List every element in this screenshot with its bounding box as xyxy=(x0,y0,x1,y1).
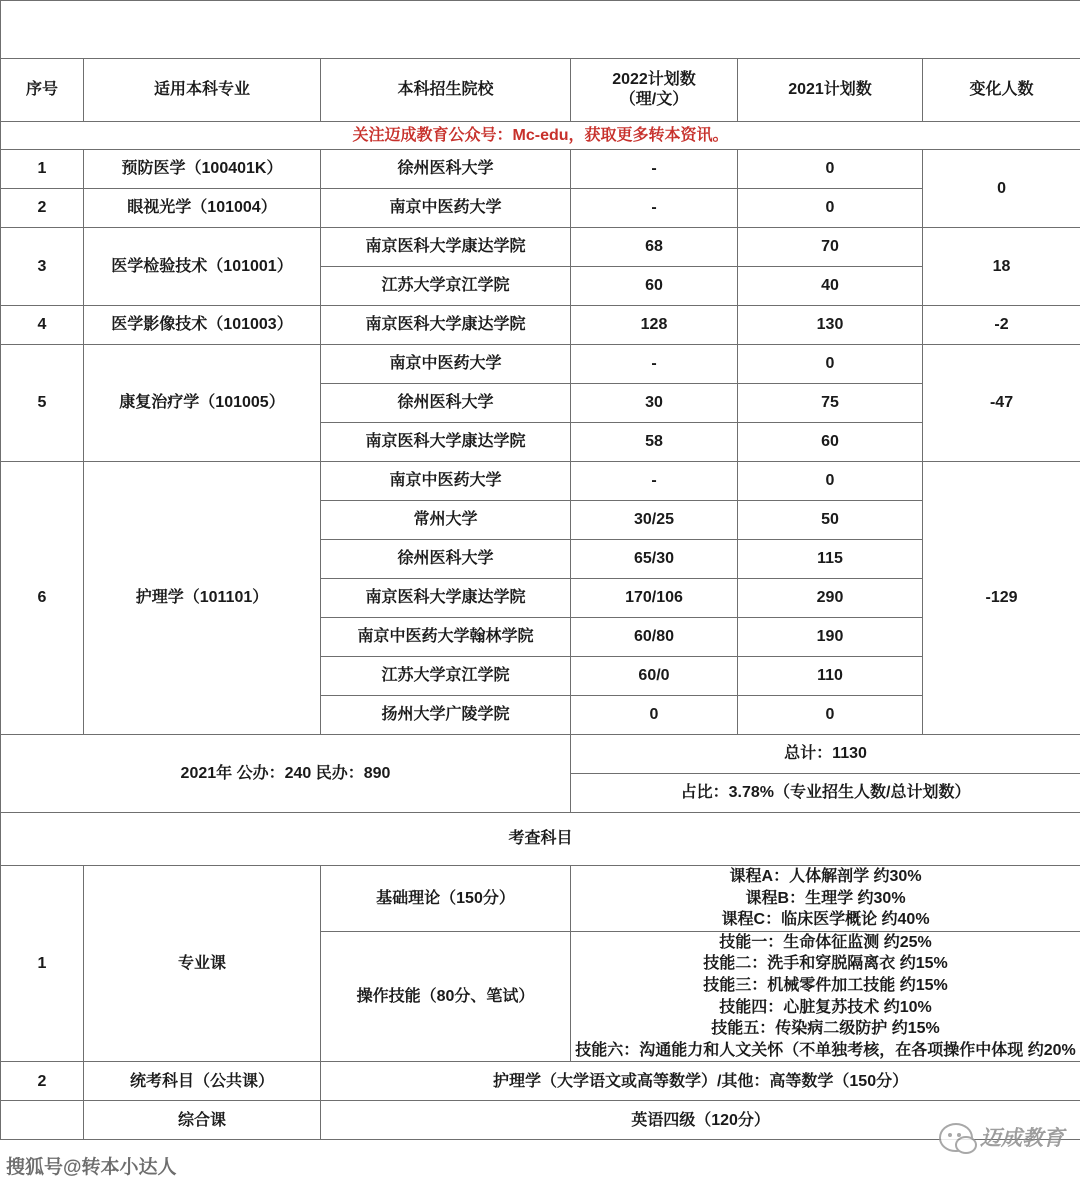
row-school: 南京中医药大学 xyxy=(321,462,571,501)
exam-part-name: 操作技能（80分、笔试） xyxy=(321,931,571,1062)
exam-detail-line: 技能三：机械零件加工技能 约15% xyxy=(703,976,948,994)
exam-row-content: 护理学（大学语文或高等数学）/其他：高等数学（150分） xyxy=(321,1062,1080,1101)
row-index: 1 xyxy=(1,150,84,189)
row-plan-2021: 290 xyxy=(738,579,923,618)
exam-row-public-course xyxy=(1,1062,1080,1101)
row-plan-2022: - xyxy=(571,189,738,228)
row-school: 南京医科大学康达学院 xyxy=(321,579,571,618)
row-change: -129 xyxy=(923,462,1080,735)
exam-row-category: 统考科目（公共课） xyxy=(84,1062,321,1101)
exam-row-content-2: 英语四级（120分） xyxy=(321,1101,1080,1140)
table-row xyxy=(1,462,1080,501)
exam-detail-line: 课程B：生理学 约30% xyxy=(745,889,906,907)
col-header-major: 适用本科专业 xyxy=(84,59,321,122)
row-school: 扬州大学广陵学院 xyxy=(321,696,571,735)
row-plan-2021: 0 xyxy=(738,150,923,189)
row-plan-2021: 40 xyxy=(738,267,923,306)
exam-detail-line: 技能六：沟通能力和人文关怀（不单独考核，在各项操作中体现 约20% xyxy=(575,1041,1076,1059)
exam-row-category-2: 综合课 xyxy=(84,1101,321,1140)
col-header-school: 本科招生院校 xyxy=(321,59,571,122)
row-school: 南京中医药大学翰林学院 xyxy=(321,618,571,657)
row-plan-2022: 60 xyxy=(571,267,738,306)
col-header-plan-2022-line1: 2022计划数 xyxy=(612,71,696,88)
summary-left: 2021年 公办：240 民办：890 xyxy=(1,735,571,813)
row-plan-2021: 110 xyxy=(738,657,923,696)
exam-part-detail xyxy=(571,931,1080,1062)
row-index: 4 xyxy=(1,306,84,345)
exam-section-title: 考查科目 xyxy=(1,813,1080,866)
row-plan-2022: - xyxy=(571,462,738,501)
row-school: 南京中医药大学 xyxy=(321,189,571,228)
row-major: 医学影像技术（101003） xyxy=(84,306,321,345)
col-header-plan-2022-line2: （理/文） xyxy=(619,91,689,108)
exam-detail-line: 技能四：心脏复苏技术 约10% xyxy=(719,998,932,1016)
row-school: 江苏大学京江学院 xyxy=(321,657,571,696)
row-school: 南京中医药大学 xyxy=(321,345,571,384)
row-change: 18 xyxy=(923,228,1080,306)
promo-text: 关注迈成教育公众号：Mc-edu，获取更多转本资讯。 xyxy=(1,122,1080,150)
row-plan-2022: 0 xyxy=(571,696,738,735)
row-plan-2021: 115 xyxy=(738,540,923,579)
row-major: 康复治疗学（101005） xyxy=(84,345,321,462)
exam-row-index-blank xyxy=(1,1101,84,1140)
row-major: 护理学（101101） xyxy=(84,462,321,735)
row-plan-2022: - xyxy=(571,345,738,384)
col-header-plan-2022 xyxy=(571,59,738,122)
exam-part-detail xyxy=(571,866,1080,932)
row-major: 预防医学（100401K） xyxy=(84,150,321,189)
row-plan-2021: 0 xyxy=(738,345,923,384)
row-plan-2021: 60 xyxy=(738,423,923,462)
row-plan-2021: 0 xyxy=(738,696,923,735)
row-school: 徐州医科大学 xyxy=(321,150,571,189)
exam-row-comprehensive-course xyxy=(1,1101,1080,1140)
summary-row-total xyxy=(1,735,1080,774)
col-header-plan-2021: 2021计划数 xyxy=(738,59,923,122)
row-index: 2 xyxy=(1,189,84,228)
row-school: 南京医科大学康达学院 xyxy=(321,423,571,462)
table-row xyxy=(1,345,1080,384)
exam-row-category: 专业课 xyxy=(84,866,321,1062)
title-row xyxy=(1,1,1080,59)
promo-row xyxy=(1,122,1080,150)
row-school: 南京医科大学康达学院 xyxy=(321,306,571,345)
section-banner-row xyxy=(1,813,1080,866)
row-plan-2021: 70 xyxy=(738,228,923,267)
row-school: 江苏大学京江学院 xyxy=(321,267,571,306)
row-school: 徐州医科大学 xyxy=(321,384,571,423)
row-change: -47 xyxy=(923,345,1080,462)
row-plan-2022: 60/0 xyxy=(571,657,738,696)
exam-detail-line: 技能二：洗手和穿脱隔离衣 约15% xyxy=(703,955,948,973)
row-school: 南京医科大学康达学院 xyxy=(321,228,571,267)
row-school: 徐州医科大学 xyxy=(321,540,571,579)
col-header-change: 变化人数 xyxy=(923,59,1080,122)
maicheng-watermark-label: 迈成教育 xyxy=(980,1127,1064,1150)
row-index: 6 xyxy=(1,462,84,735)
page-title: 江苏专转本医护专业大类 xyxy=(1,1,1080,59)
row-index: 3 xyxy=(1,228,84,306)
row-plan-2021: 50 xyxy=(738,501,923,540)
row-plan-2022: 68 xyxy=(571,228,738,267)
exam-row-basic-theory xyxy=(1,866,1080,932)
table-row xyxy=(1,228,1080,267)
exam-part-name: 基础理论（150分） xyxy=(321,866,571,932)
row-plan-2022: - xyxy=(571,150,738,189)
exam-detail-line: 技能五：传染病二级防护 约15% xyxy=(711,1020,940,1038)
row-change: -2 xyxy=(923,306,1080,345)
exam-detail-line: 课程A：人体解剖学 约30% xyxy=(729,868,922,885)
row-plan-2022: 60/80 xyxy=(571,618,738,657)
table-row xyxy=(1,150,1080,189)
row-plan-2022: 58 xyxy=(571,423,738,462)
row-plan-2022: 30/25 xyxy=(571,501,738,540)
row-plan-2021: 0 xyxy=(738,189,923,228)
row-major: 医学检验技术（101001） xyxy=(84,228,321,306)
header-row xyxy=(1,59,1080,122)
exam-row-index: 1 xyxy=(1,866,84,1062)
col-header-index: 序号 xyxy=(1,59,84,122)
row-plan-2022: 128 xyxy=(571,306,738,345)
row-plan-2022: 170/106 xyxy=(571,579,738,618)
row-school: 常州大学 xyxy=(321,501,571,540)
row-plan-2022: 30 xyxy=(571,384,738,423)
summary-ratio: 占比：3.78%（专业招生人数/总计划数） xyxy=(571,774,1080,813)
row-plan-2021: 75 xyxy=(738,384,923,423)
row-plan-2021: 130 xyxy=(738,306,923,345)
row-index: 5 xyxy=(1,345,84,462)
row-change: 0 xyxy=(923,150,1080,228)
row-plan-2021: 0 xyxy=(738,462,923,501)
table-row xyxy=(1,189,1080,228)
summary-total: 总计：1130 xyxy=(571,735,1080,774)
table-row xyxy=(1,306,1080,345)
row-major: 眼视光学（101004） xyxy=(84,189,321,228)
exam-detail-line: 技能一：生命体征监测 约25% xyxy=(719,933,932,951)
sohu-watermark: 搜狐号@转本小达人 xyxy=(6,1157,177,1178)
exam-detail-line: 课程C：临床医学概论 约40% xyxy=(721,911,930,929)
row-plan-2021: 190 xyxy=(738,618,923,657)
row-plan-2022: 65/30 xyxy=(571,540,738,579)
exam-row-index: 2 xyxy=(1,1062,84,1101)
